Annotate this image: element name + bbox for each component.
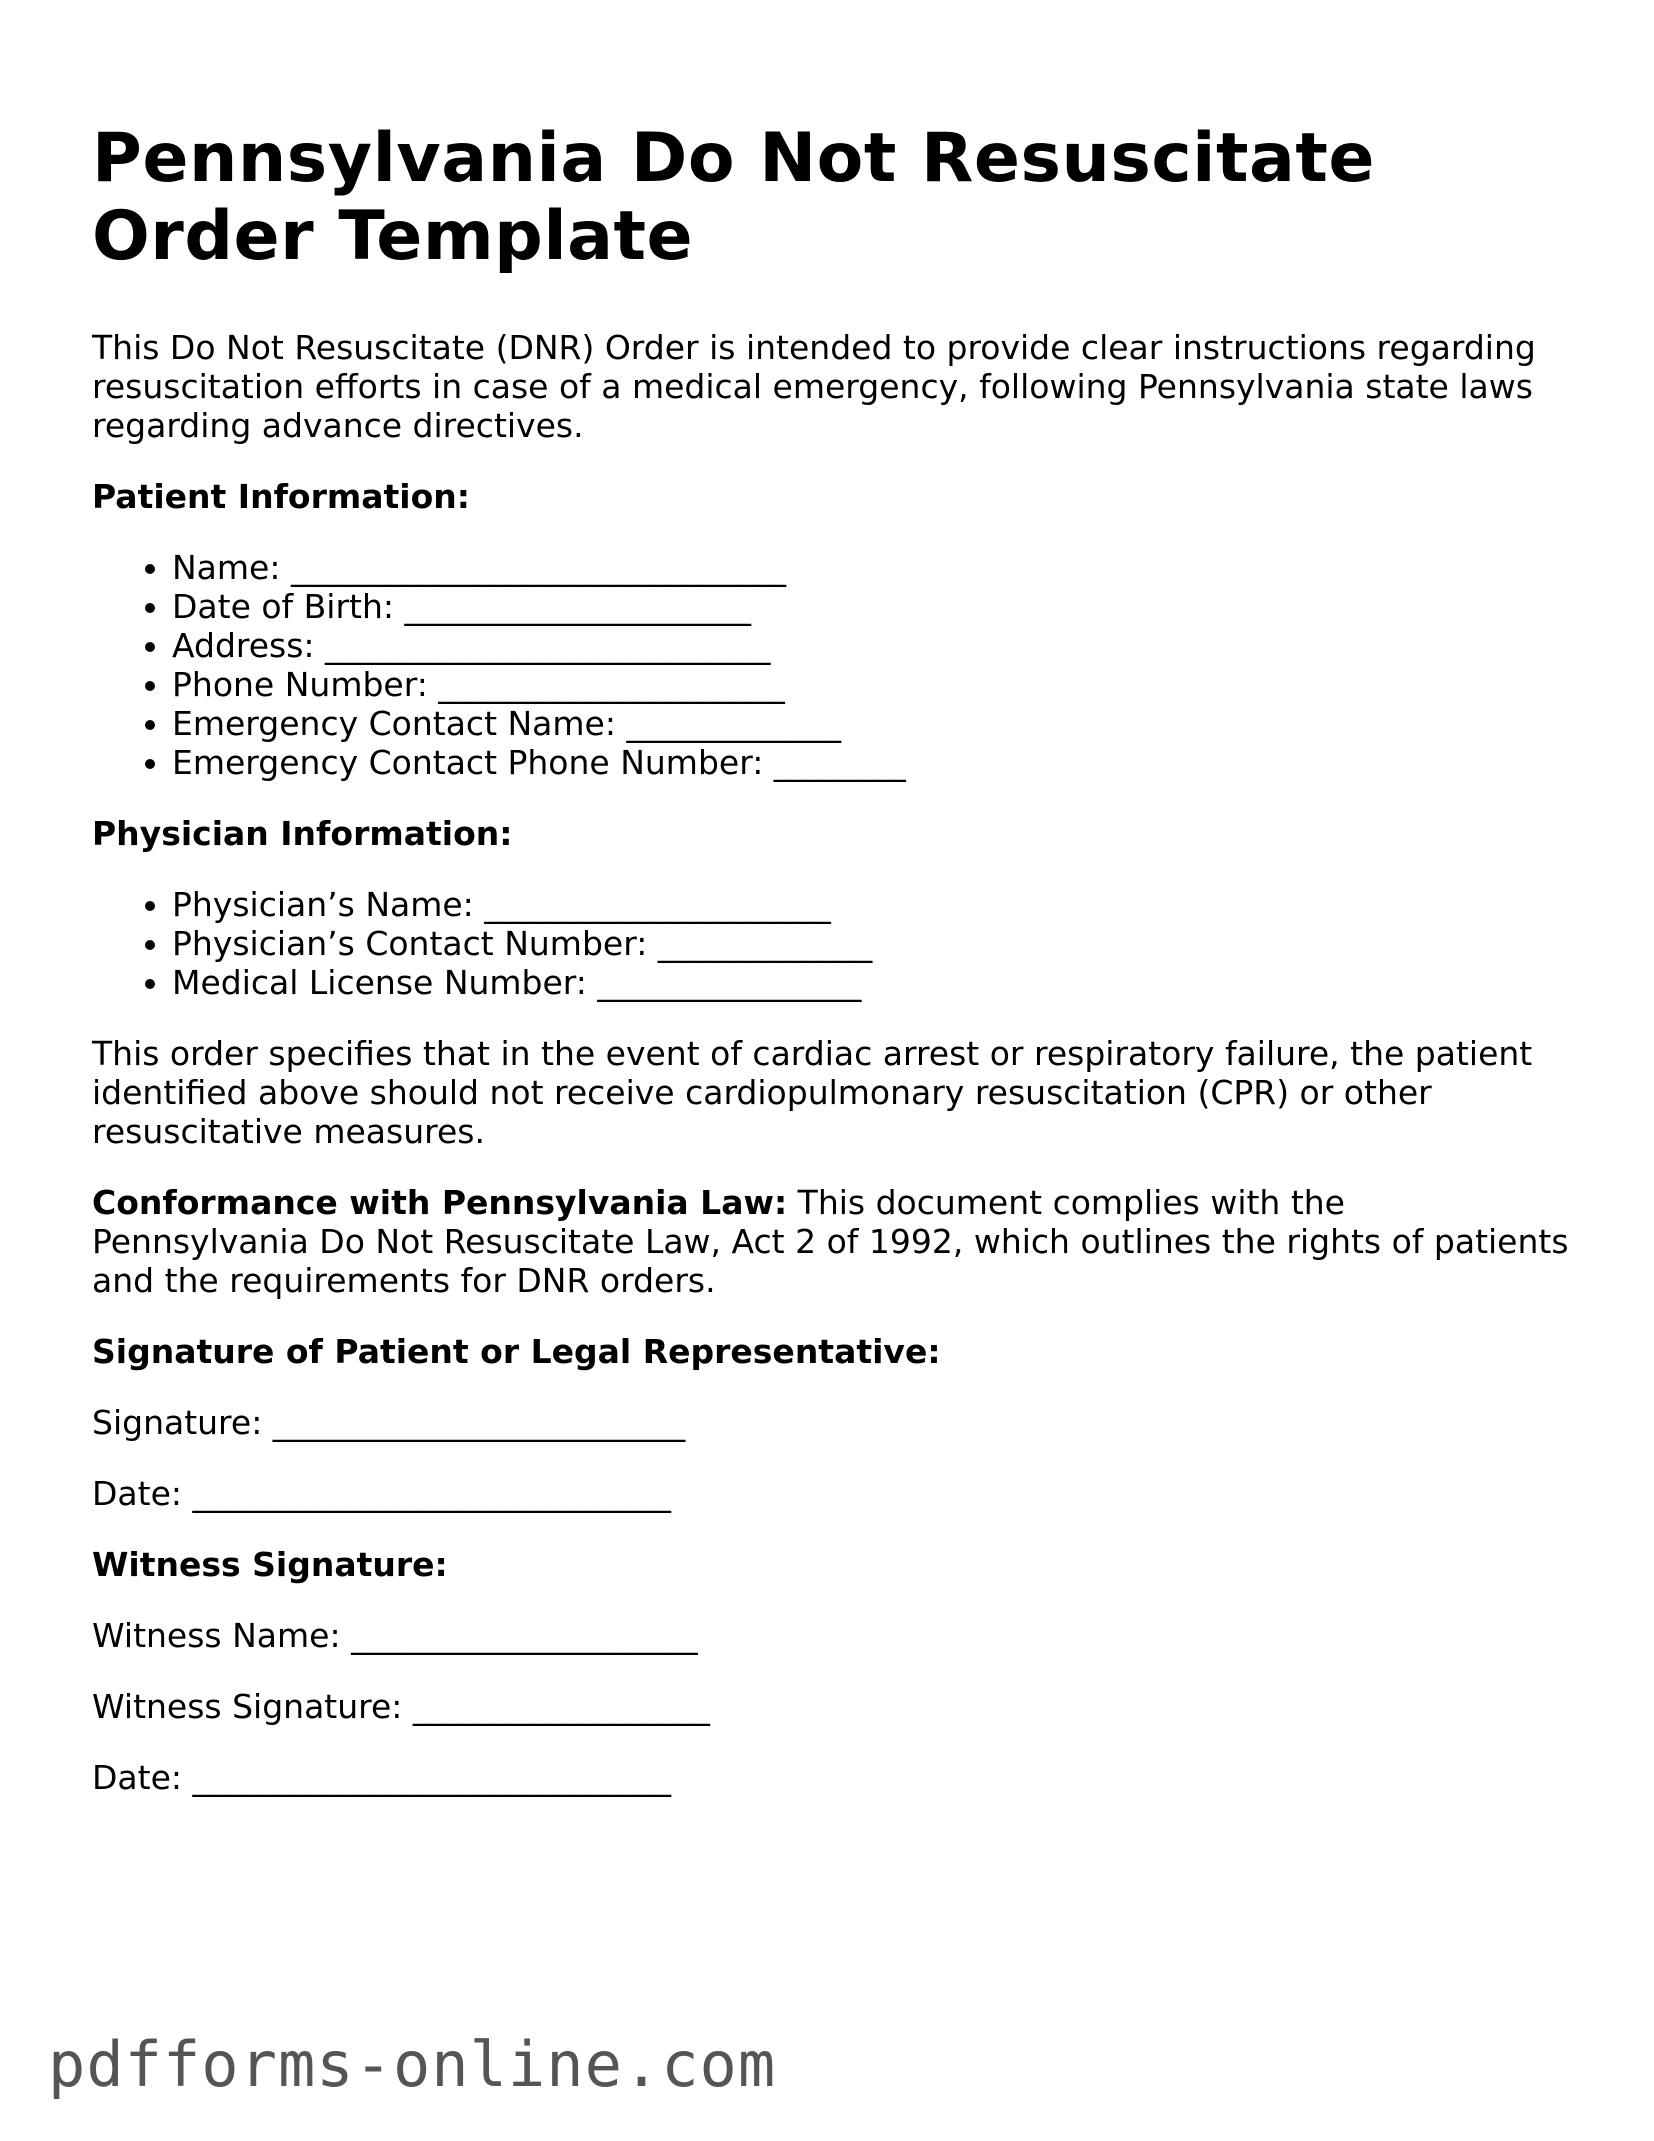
watermark-text: pdfforms-online.com (48, 2028, 777, 2101)
emergency-contact-phone-field[interactable]: • Emergency Contact Phone Number: ________ (172, 743, 1572, 782)
physician-info-heading: Physician Information: (92, 814, 513, 853)
patient-info-list (92, 548, 1572, 782)
emergency-contact-name-field[interactable]: • Emergency Contact Name: _____________ (172, 704, 1572, 743)
document-page (92, 120, 1572, 1829)
intro-paragraph: This Do Not Resuscitate (DNR) Order is intended to provide clear instructions regarding resuscitation efforts in case of a medical emergency, following Pennsylvania state laws regarding advance directives. (92, 328, 1536, 445)
patient-signature-heading: Signature of Patient or Legal Representative: (92, 1332, 941, 1371)
physician-contact-field[interactable]: • Physician’s Contact Number: _____________ (172, 924, 1572, 963)
conformance-paragraph (92, 1183, 1572, 1300)
patient-info-heading: Patient Information: (92, 477, 470, 516)
conformance-label: Conformance with Pennsylvania Law: (92, 1183, 788, 1222)
patient-dob-field[interactable]: • Date of Birth: _____________________ (172, 587, 1572, 626)
patient-signature-date-field[interactable]: Date: _____________________________ (92, 1474, 671, 1513)
document-title: Pennsylvania Do Not Resuscitate Order Template (92, 119, 1375, 276)
witness-signature-field[interactable]: Witness Signature: __________________ (92, 1687, 710, 1726)
witness-name-field[interactable]: Witness Name: _____________________ (92, 1616, 698, 1655)
order-statement: This order specifies that in the event of cardiac arrest or respiratory failure, the patient identified above should not receive cardiopulmonary resuscitation (CPR) or other resuscitative measures. (92, 1034, 1533, 1151)
physician-name-field[interactable]: • Physician’s Name: _____________________ (172, 885, 1572, 924)
medical-license-field[interactable]: • Medical License Number: ________________ (172, 963, 1572, 1002)
patient-address-field[interactable]: • Address: ___________________________ (172, 626, 1572, 665)
patient-phone-field[interactable]: • Phone Number: _____________________ (172, 665, 1572, 704)
witness-date-field[interactable]: Date: _____________________________ (92, 1758, 671, 1797)
witness-heading: Witness Signature: (92, 1545, 448, 1584)
physician-info-list (92, 885, 1572, 1002)
patient-signature-field[interactable]: Signature: _________________________ (92, 1403, 686, 1442)
patient-name-field[interactable]: • Name: ______________________________ (172, 548, 1572, 587)
conformance-text: This document complies with the Pennsylvania Do Not Resuscitate Law, Act 2 of 1992, which outlines the rights of patients and the requirements for DNR orders. (92, 1183, 1569, 1300)
